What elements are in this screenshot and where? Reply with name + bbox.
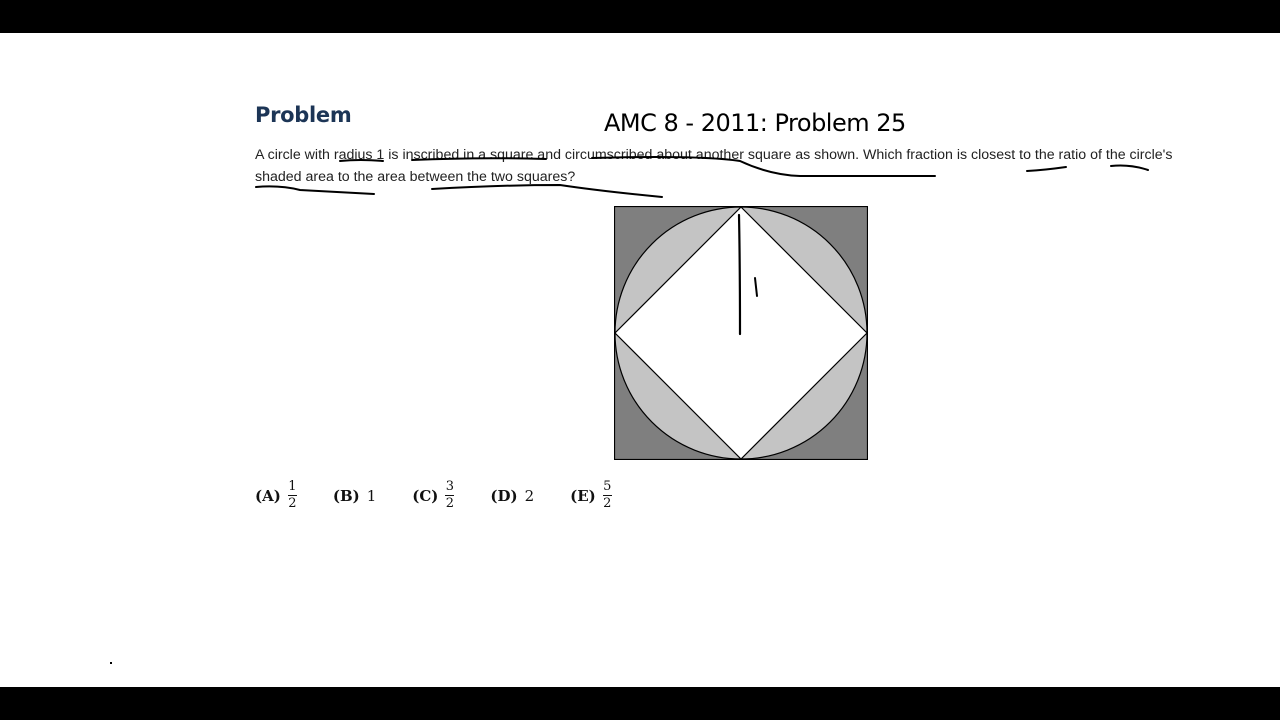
fraction: $\frac{5}{2}$ bbox=[603, 479, 612, 511]
choice-c: (C) $\frac{3}{2}$ bbox=[412, 479, 455, 511]
fraction: $\frac{3}{2}$ bbox=[445, 479, 455, 511]
section-heading: Problem bbox=[255, 103, 352, 127]
choice-d: (D) 2 bbox=[490, 486, 535, 505]
choice-b: (B) 1 bbox=[332, 486, 377, 505]
stray-dot bbox=[110, 662, 112, 664]
fraction: $\frac{1}{2}$ bbox=[288, 479, 297, 511]
page-title: AMC 8 - 2011: Problem 25 bbox=[604, 109, 906, 137]
choice-a: (A) $\frac{1}{2}$ bbox=[255, 479, 297, 511]
geometry-figure bbox=[614, 206, 868, 460]
choice-e: (E) $\frac{5}{2}$ bbox=[570, 479, 612, 511]
radius-annotation bbox=[739, 215, 740, 334]
video-frame bbox=[0, 33, 1280, 687]
answer-choices bbox=[255, 480, 648, 511]
problem-statement: A circle with radius 1 is inscribed in a square and circumscribed about another square as shown. Which fraction is closest to the ratio of the circle's shaded area to the area between the two squares? bbox=[255, 147, 1173, 185]
